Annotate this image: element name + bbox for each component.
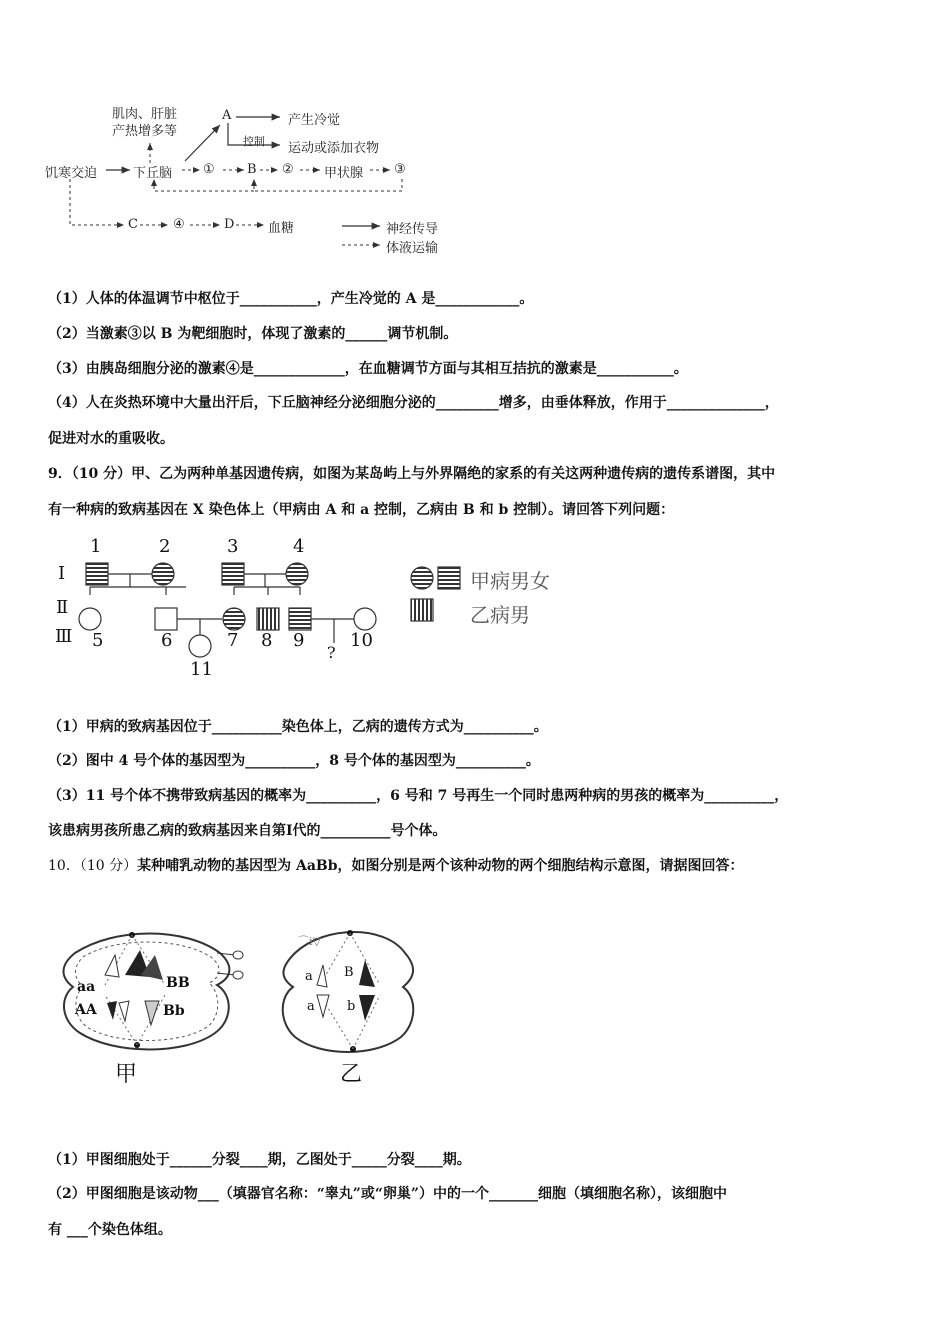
individual-III-11 (189, 635, 211, 657)
label-heat: 产热增多等 (112, 124, 178, 139)
q10-answer-2: （2）甲图细胞是该动物___（填器官名称：“睾丸”或“卵巢”）中的一个_______细胞（填细胞名称），该细胞中 (48, 1186, 727, 1202)
cell-jia-label-BB: BB (166, 975, 190, 991)
legend-yi-label: 乙病男 (470, 603, 530, 627)
cell-yi-label-a-top: a (305, 969, 313, 984)
num-unknown: ? (327, 643, 336, 662)
num-6: 6 (161, 630, 173, 651)
individual-I-1 (86, 563, 108, 585)
label-hypothalamus: 下丘脑 (133, 166, 173, 181)
q8-line-4: （4）人在炎热环境中大量出汗后，下丘脑神经分泌细胞分泌的_________增多，由垂体释放，作用于______________， (48, 395, 779, 411)
label-start: 饥寒交迫 (45, 166, 98, 181)
q10-answer-1: （1）甲图细胞处于______分裂____期，乙图处于_____分裂____期。 (48, 1152, 471, 1168)
q9-answer-1: （1）甲病的致病基因位于__________染色体上，乙病的遗传方式为__________。 (48, 719, 548, 735)
cell-jia-caption: 甲 (115, 1062, 138, 1087)
q9-answer-2: （2）图中 4 号个体的基因型为__________，8 号个体的基因型为__________。 (48, 753, 540, 769)
svg-text:⌒ⅰ▽: ⌒ⅰ▽ (298, 935, 321, 948)
num-7: 7 (227, 630, 239, 651)
label-B: B (247, 162, 257, 177)
label-thyroid: 甲状腺 (324, 166, 364, 181)
label-circle-4: ④ (173, 217, 185, 232)
num-5: 5 (92, 630, 104, 651)
gen-label-I: Ⅰ (58, 563, 66, 584)
num-11: 11 (190, 659, 213, 680)
label-exercise: 运动或添加衣物 (288, 141, 380, 156)
num-2: 2 (159, 536, 171, 557)
label-cold: 产生冷觉 (288, 113, 341, 128)
label-circle-1: ① (203, 162, 215, 177)
num-3: 3 (227, 536, 239, 557)
q9-stem-1-text: 9．（10 分）甲、乙为两种单基因遗传病，如图为某岛屿上与外界隔绝的家系的有关这两种遗传病的遗传系谱图，其中 (48, 466, 776, 482)
regulation-diagram (40, 95, 470, 260)
label-C: C (128, 217, 138, 232)
legend-jia-female-symbol (411, 567, 433, 589)
q9-answer-3: （3）11 号个体不携带致病基因的概率为__________，6 号和 7 号再生一个同时患两种病的男孩的概率为__________， (48, 788, 789, 804)
num-1: 1 (90, 536, 102, 557)
individual-II-10 (354, 608, 376, 630)
arrow-hypo-A (185, 125, 220, 161)
num-8: 8 (261, 630, 273, 651)
q8-line-2: （2）当激素③以 B 为靶细胞时，体现了激素的______调节机制。 (48, 326, 458, 342)
individual-II-5 (79, 608, 101, 630)
label-circle-2: ② (282, 162, 294, 177)
num-9: 9 (293, 630, 305, 651)
legend-yi-male-symbol (411, 599, 433, 621)
q8-line-1: （1）人体的体温调节中枢位于___________，产生冷觉的 A 是____________。 (48, 291, 534, 307)
num-10: 10 (350, 630, 373, 651)
individual-II-8 (257, 608, 279, 630)
gen-label-III: Ⅲ (55, 626, 73, 647)
label-circle-3: ③ (394, 162, 406, 177)
cell-diagrams (55, 925, 425, 1090)
gen-label-II: Ⅱ (56, 597, 69, 618)
arrow-start-C (70, 179, 124, 225)
q10-answer-3: 有 ___个染色体组。 (48, 1222, 172, 1238)
num-4: 4 (293, 536, 305, 557)
cell-jia-label-Bb: Bb (163, 1003, 185, 1019)
q9-stem-1 (48, 463, 775, 483)
label-control: 控制 (243, 135, 265, 148)
q9-stem-2: 有一种病的致病基因在 X 染色体上（甲病由 A 和 a 控制，乙病由 B 和 b 控制）。请回答下列问题： (48, 502, 675, 518)
label-muscle-liver: 肌肉、肝脏 (112, 107, 178, 122)
cell-yi-label-B: B (344, 965, 354, 980)
label-D: D (224, 217, 235, 232)
legend-jia-male-symbol (438, 567, 460, 589)
cell-diagrams-svg (55, 925, 425, 1090)
cell-yi-label-b: b (347, 999, 356, 1014)
individual-II-7 (223, 608, 245, 630)
q8-line-5: 促进对水的重吸收。 (48, 431, 174, 447)
individual-I-2 (152, 563, 174, 585)
cell-yi-caption: 乙 (340, 1062, 363, 1087)
label-blood-sugar: 血糖 (268, 221, 295, 236)
q8-line-3: （3）由胰岛细胞分泌的激素④是_____________，在血糖调节方面与其相互拮抗的激素是___________。 (48, 361, 688, 377)
cell-jia-label-aa: aa (77, 979, 96, 995)
individual-II-9 (289, 608, 311, 630)
label-A: A (222, 108, 232, 123)
individual-I-3 (222, 563, 244, 585)
label-legend-neural: 神经传导 (386, 222, 439, 237)
cell-yi (283, 930, 414, 1052)
q9-answer-4: 该患病男孩所患乙病的致病基因来自第Ⅰ代的__________号个体。 (48, 823, 447, 839)
legend-jia-label: 甲病男女 (470, 569, 550, 593)
q10-stem-prefix: 10．（10 分） (48, 858, 138, 874)
q10-stem (48, 855, 744, 875)
individual-I-4 (286, 563, 308, 585)
cell-yi-label-a-bottom: a (307, 999, 315, 1014)
cell-jia-label-AA: AA (75, 1002, 97, 1018)
pedigree-chart (50, 535, 590, 685)
label-legend-fluid: 体液运输 (386, 241, 439, 256)
q10-stem-text: 某种哺乳动物的基因型为 AaBb，如图分别是两个该种动物的两个细胞结构示意图，请据图回答： (137, 858, 744, 874)
individual-II-6 (155, 608, 177, 630)
